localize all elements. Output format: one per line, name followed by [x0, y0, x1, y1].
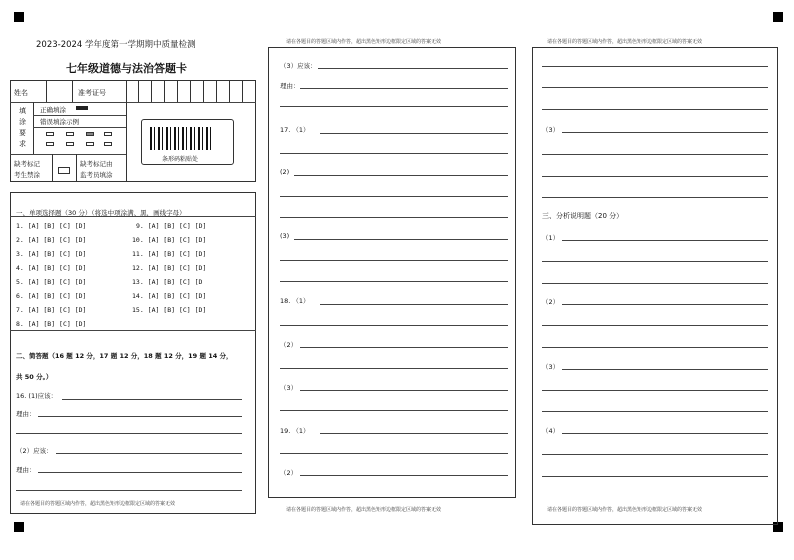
q18-1-label: 18. （1）	[280, 297, 310, 305]
notice-col1: 请在各题目的答题区域内作答，超出黑色矩形边框限定区域的答案无效	[20, 501, 176, 507]
absent-proctor-label: 缺考标记由	[80, 160, 113, 168]
registration-mark	[773, 12, 783, 22]
fill-label-4: 求	[19, 140, 26, 148]
wrong-fill-samples	[40, 132, 120, 152]
q19-2-label: （2）	[280, 469, 298, 477]
q16-3-label: （3）应该：	[280, 62, 317, 70]
choice-q13[interactable]: 13. [A] [B] [C] [D	[132, 278, 203, 286]
q18-3-label: （3）	[280, 384, 298, 392]
choice-q2[interactable]: 2. [A] [B] [C] [D]	[16, 236, 87, 244]
choice-q12[interactable]: 12. [A] [B] [C] [D]	[132, 264, 207, 272]
q19-1-label: 19. （1）	[280, 427, 310, 435]
choice-q1[interactable]: 1. [A] [B] [C] [D]	[16, 222, 87, 230]
choice-q5[interactable]: 5. [A] [B] [C] [D]	[16, 278, 87, 286]
absent-note-label: 考生禁涂	[14, 171, 40, 179]
registration-mark	[14, 522, 24, 532]
q16-3-reason-label: 理由：	[280, 82, 300, 90]
q16-reason2-label: 理由：	[16, 466, 36, 474]
choice-q14[interactable]: 14. [A] [B] [C] [D]	[132, 292, 207, 300]
fill-label-1: 填	[19, 107, 26, 115]
section2-title-2: 共 50 分。）	[16, 373, 53, 381]
choice-q4[interactable]: 4. [A] [B] [C] [D]	[16, 264, 87, 272]
q16-1-label: 16. (1)应该：	[16, 392, 58, 400]
choice-q7[interactable]: 7. [A] [B] [C] [D]	[16, 306, 87, 314]
choice-q3[interactable]: 3. [A] [B] [C] [D]	[16, 250, 87, 258]
q20-1-label: （1）	[542, 234, 560, 242]
section3-title: 三、分析说明题（20 分）	[542, 212, 624, 220]
registration-mark	[14, 12, 24, 22]
correct-fill-sample	[76, 106, 88, 110]
fill-label-2: 涂	[19, 118, 26, 126]
choice-q11[interactable]: 11. [A] [B] [C] [D]	[132, 250, 207, 258]
absent-mark-label: 缺考标记	[14, 160, 40, 168]
name-label: 姓名	[14, 89, 28, 97]
barcode-label: 条形码粘贴处	[162, 156, 199, 163]
q17-2-label: (2)	[280, 168, 290, 176]
absent-mark-box[interactable]	[58, 167, 70, 174]
section1-title: 一、单项选择题（30 分）（将选中项涂满、黑，画线字母）	[16, 209, 186, 217]
q17-3-label: (3)	[280, 232, 290, 240]
choice-q10[interactable]: 10. [A] [B] [C] [D]	[132, 236, 207, 244]
choice-q6[interactable]: 6. [A] [B] [C] [D]	[16, 292, 87, 300]
notice-col2-bottom: 请在各题目的答题区域内作答，超出黑色矩形边框限定区域的答案无效	[286, 507, 442, 513]
barcode-icon	[150, 127, 214, 150]
notice-col3-top: 请在各题目的答题区域内作答，超出黑色矩形边框限定区域的答案无效	[547, 39, 703, 45]
notice-col2-top: 请在各题目的答题区域内作答，超出黑色矩形边框限定区域的答案无效	[286, 39, 442, 45]
page-title: 七年级道德与法治答题卡	[66, 62, 187, 75]
q17-1-label: 17. （1）	[280, 126, 310, 134]
q16-reason-label: 理由：	[16, 410, 36, 418]
section2-title: 二、简答题（16 题 12 分，17 题 12 分，18 题 12 分，19 题 14 分，	[16, 352, 233, 360]
wrong-fill-label: 错误填涂示例	[40, 118, 79, 126]
q16-2-label: （2）应该：	[16, 447, 53, 455]
notice-col3-bottom: 请在各题目的答题区域内作答，超出黑色矩形边框限定区域的答案无效	[547, 507, 703, 513]
fill-label-3: 要	[19, 129, 26, 137]
correct-fill-label: 正确填涂	[40, 106, 66, 114]
exam-id-cells[interactable]	[126, 80, 256, 102]
choice-q15[interactable]: 15. [A] [B] [C] [D]	[132, 306, 207, 314]
q19-3-label: （3）	[542, 126, 560, 134]
exam-title: 2023-2024 学年度第一学期期中质量检测	[36, 40, 196, 50]
q20-3-label: （3）	[542, 363, 560, 371]
absent-proctor-note: 监考员填涂	[80, 171, 113, 179]
q18-2-label: （2）	[280, 341, 298, 349]
choice-q9[interactable]: 9. [A] [B] [C] [D]	[136, 222, 207, 230]
choice-q8[interactable]: 8. [A] [B] [C] [D]	[16, 320, 87, 328]
q20-2-label: （2）	[542, 298, 560, 306]
exam-id-label: 准考证号	[78, 89, 106, 97]
q20-4-label: （4）	[542, 427, 560, 435]
